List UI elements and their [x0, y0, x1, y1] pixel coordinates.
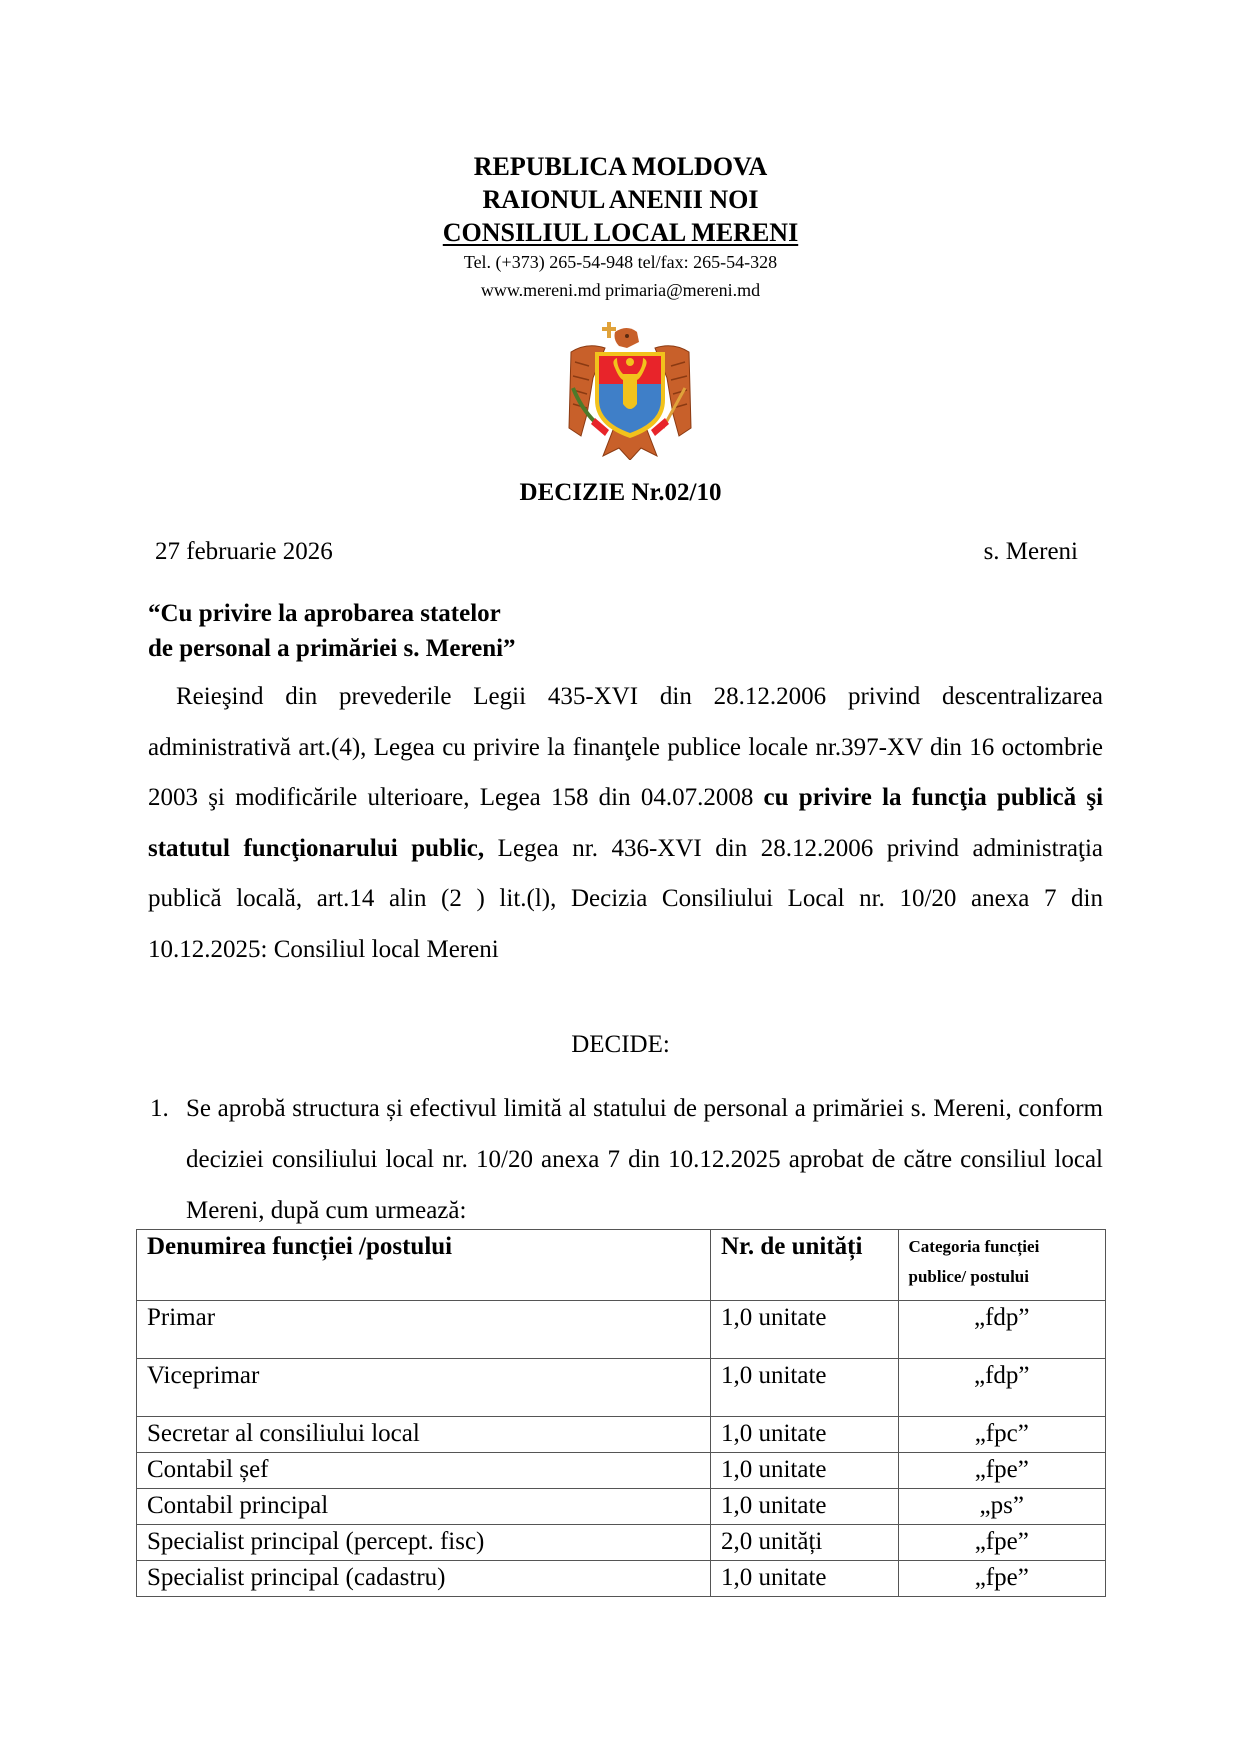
- cell-units: 1,0 unitate: [710, 1359, 898, 1417]
- cell-category: „fdp”: [898, 1359, 1105, 1417]
- header-units: Nr. de unități: [710, 1230, 898, 1301]
- item-text: Se aprobă structura și efectivul limită al statului de personal a primăriei s. Mereni, conform deciziei consiliului local nr. 10/20 anexa 7 din 10.12.2025 aprobat de către consiliul local Mereni, după cum urmează:: [186, 1095, 1103, 1224]
- preamble-paragraph: [148, 672, 1103, 975]
- cell-category: „fpc”: [898, 1417, 1105, 1453]
- decision-title: [148, 596, 516, 666]
- preamble-text-1: Reieşind din prevederile Legii 435-XVI din 28.12.2006 privind descentralizarea administrativă art.(4), Legea cu privire la finanţele publice locale nr.397-XV din 16 octombrie 2003 şi modificările ulterioare, Legea 158 din 04.07.2008: [148, 683, 1103, 811]
- cell-units: 1,0 unitate: [710, 1417, 898, 1453]
- preamble-text-2: Legea nr. 436-XVI din 28.12.2006 privind administraţia publică locală, art.14 alin (2 ) lit.(l), Decizia Consiliului Local nr. 10/20 anexa 7 din 10.12.2025: Consiliul local Mereni: [148, 834, 1103, 963]
- decision-title-line2: de personal a primăriei s. Mereni”: [148, 635, 516, 662]
- table-row: [137, 1301, 1106, 1359]
- table-row: [137, 1453, 1106, 1489]
- cell-position: Secretar al consiliului local: [137, 1417, 711, 1453]
- table-header-row: [137, 1230, 1106, 1301]
- moldova-coat-of-arms-icon: [565, 318, 695, 460]
- table-row: [137, 1489, 1106, 1525]
- table-row: [137, 1417, 1106, 1453]
- header-position: Denumirea funcției /postului: [137, 1230, 711, 1301]
- item-number: 1.: [150, 1095, 169, 1122]
- header-phone: Tel. (+373) 265-54-948 tel/fax: 265-54-328: [463, 252, 778, 272]
- cell-position: Specialist principal (percept. fisc): [137, 1525, 711, 1561]
- cell-category: „fpe”: [898, 1525, 1105, 1561]
- staff-table: [136, 1229, 1106, 1597]
- decision-title-line1: “Cu privire la aprobarea statelor: [148, 600, 501, 627]
- cell-units: 1,0 unitate: [710, 1561, 898, 1597]
- table-row: [137, 1525, 1106, 1561]
- header-council: [0, 217, 1241, 249]
- cell-category: „fpe”: [898, 1453, 1105, 1489]
- cell-units: 1,0 unitate: [710, 1453, 898, 1489]
- table-row: [137, 1359, 1106, 1417]
- cell-position: Specialist principal (cadastru): [137, 1561, 711, 1597]
- decision-item-1: [150, 1083, 1103, 1236]
- cell-position: Viceprimar: [137, 1359, 711, 1417]
- cell-position: Contabil șef: [137, 1453, 711, 1489]
- header-web-email: www.mereni.md primaria@mereni.md: [480, 280, 761, 300]
- table-row: [137, 1561, 1106, 1597]
- header-council-text: CONSILIUL LOCAL MERENI: [442, 218, 799, 247]
- header-country: REPUBLICA MOLDOVA: [473, 152, 768, 181]
- header-district: RAIONUL ANENII NOI: [482, 185, 759, 214]
- cell-category: „fpe”: [898, 1561, 1105, 1597]
- cell-position: Primar: [137, 1301, 711, 1359]
- cell-category: „ps”: [898, 1489, 1105, 1525]
- cell-units: 1,0 unitate: [710, 1301, 898, 1359]
- cell-units: 1,0 unitate: [710, 1489, 898, 1525]
- decision-place: s. Mereni: [983, 538, 1078, 565]
- preamble-bold-text: cu privire la funcţia publică şi statutul funcţionarului public,: [148, 784, 1104, 862]
- decision-date: 27 februarie 2026: [155, 538, 333, 565]
- cell-category: „fdp”: [898, 1301, 1105, 1359]
- date-place-line: [155, 536, 1078, 568]
- cell-units: 2,0 unități: [710, 1525, 898, 1561]
- decide-heading: DECIDE:: [571, 1031, 670, 1058]
- decision-number: DECIZIE Nr.02/10: [519, 479, 722, 506]
- cell-position: Contabil principal: [137, 1489, 711, 1525]
- header-category: Categoria funcției publice/ postului: [898, 1230, 1105, 1301]
